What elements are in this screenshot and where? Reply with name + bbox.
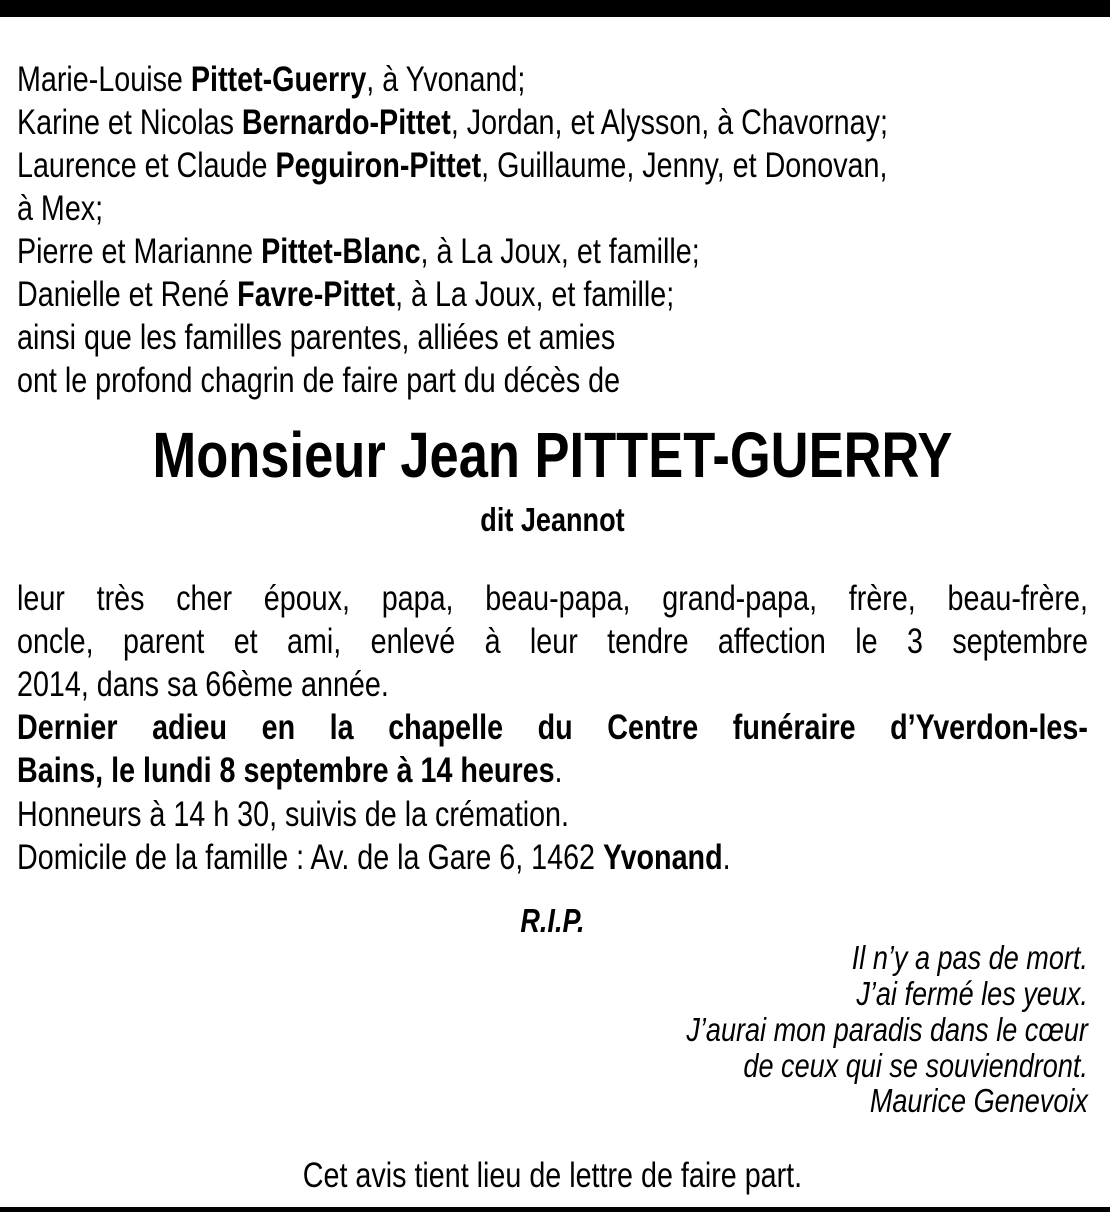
ceremony-line: Dernier adieu en la chapelle du Centre funéraire d’Yverdon-les- [17, 708, 1088, 747]
family-name: Peguiron-Pittet [275, 146, 482, 185]
text: , à Yvonand; [366, 60, 526, 99]
family-line [17, 101, 1088, 144]
family-line [17, 58, 1088, 101]
family-line [17, 230, 1088, 273]
family-name: Pittet-Blanc [261, 232, 421, 271]
family-line [17, 316, 1088, 359]
family-name: Favre-Pittet [237, 275, 396, 314]
poem-author: Maurice Genevoix [869, 1082, 1088, 1119]
family-line [17, 273, 1088, 316]
text: ont le profond chagrin de faire part du décès de [17, 361, 621, 400]
bottom-border [0, 1207, 1110, 1212]
rip: R.I.P. [520, 902, 585, 939]
poem-line: Il n’y a pas de mort. [851, 939, 1088, 976]
domicile-town: Yvonand [603, 838, 723, 877]
deceased-name: Monsieur Jean PITTET-GUERRY [152, 419, 953, 491]
poem-line: J’aurai mon paradis dans le cœur [686, 1011, 1088, 1048]
poem-line: de ceux qui se souviendront. [743, 1047, 1088, 1084]
obituary-notice [17, 0, 1088, 1212]
family-name: Pittet-Guerry [190, 60, 367, 99]
text: ainsi que les familles parentes, alliées et amies [17, 318, 616, 357]
text: Pierre et Marianne [17, 232, 262, 271]
text: Domicile de la famille : Av. de la Gare 6, 1462 [17, 838, 604, 877]
deceased-nickname: dit Jeannot [480, 501, 625, 538]
body-line: 2014, dans sa 66ème année. [17, 665, 389, 704]
text: Marie-Louise [17, 60, 191, 99]
family-line [17, 359, 1088, 402]
ceremony-text: Bains, le lundi 8 septembre à 14 heures [17, 751, 555, 790]
text: Laurence et Claude [17, 146, 276, 185]
text: Karine et Nicolas [17, 103, 242, 142]
text: . [722, 838, 731, 877]
text: , Guillaume, Jenny, et Donovan, [481, 146, 888, 185]
body-line: leur très cher époux, papa, beau-papa, grand-papa, frère, beau-frère, [17, 579, 1088, 618]
honneurs-line: Honneurs à 14 h 30, suivis de la crémation. [17, 795, 569, 834]
domicile-line [17, 836, 1088, 879]
footer-note: Cet avis tient lieu de lettre de faire part. [302, 1156, 803, 1195]
text: Danielle et René [17, 275, 238, 314]
ceremony-line [17, 749, 1088, 792]
text: , Jordan, et Alysson, à Chavornay; [450, 103, 888, 142]
text: , à La Joux, et famille; [420, 232, 700, 271]
body-line: oncle, parent et ami, enlevé à leur tendre affection le 3 septembre [17, 622, 1088, 661]
family-line [17, 144, 1088, 187]
family-line [17, 187, 1088, 230]
text: , à La Joux, et famille; [395, 275, 675, 314]
family-name: Bernardo-Pittet [241, 103, 451, 142]
text: . [554, 751, 563, 790]
text: à Mex; [17, 189, 104, 228]
poem-line: J’ai fermé les yeux. [856, 975, 1088, 1012]
